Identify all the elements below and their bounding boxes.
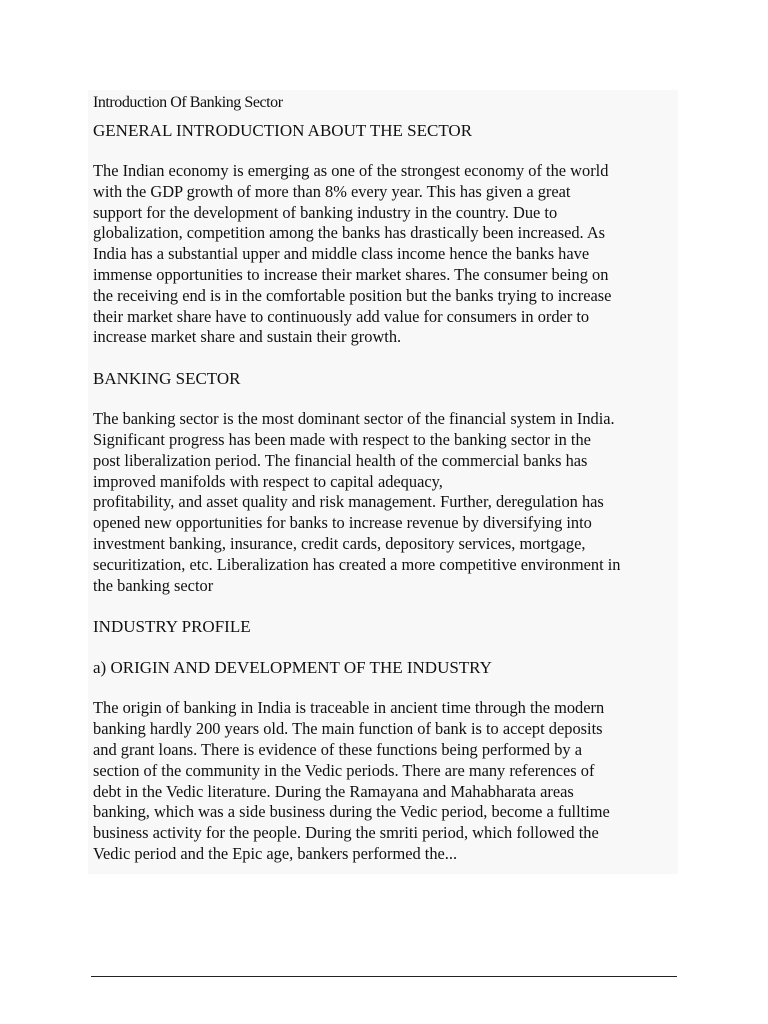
document-title: Introduction Of Banking Sector: [93, 94, 283, 111]
text-line: support for the development of banking industry in the country. Due to: [93, 202, 558, 222]
paragraph-banking-sector: [93, 409, 683, 596]
text-line: Significant progress has been made with respect to the banking sector in the: [93, 429, 591, 449]
text-line: section of the community in the Vedic periods. There are many references of: [93, 760, 595, 780]
text-line: India has a substantial upper and middle class income hence the banks have: [93, 244, 590, 264]
document-body: [93, 93, 683, 885]
text-line: The Indian economy is emerging as one of the strongest economy of the world: [93, 161, 609, 180]
paragraph-origin-development: [93, 698, 683, 864]
text-line: investment banking, insurance, credit cards, depository services, mortgage,: [93, 533, 586, 553]
text-line: profitability, and asset quality and risk management. Further, deregulation has: [93, 492, 604, 512]
text-line: opened new opportunities for banks to increase revenue by diversifying into: [93, 513, 592, 533]
text-line: banking hardly 200 years old. The main function of bank is to accept deposits: [93, 719, 603, 739]
text-line: banking, which was a side business during the Vedic period, become a fulltime: [93, 802, 610, 822]
text-line: and grant loans. There is evidence of these functions being performed by a: [93, 739, 582, 759]
text-line: securitization, etc. Liberalization has created a more competitive environment in: [93, 554, 621, 574]
text-line: The origin of banking in India is traceable in ancient time through the modern: [93, 698, 605, 718]
text-line: Vedic period and the Epic age, bankers performed the...: [93, 843, 458, 863]
paragraph-general-introduction: [93, 161, 683, 348]
text-line: their market share have to continuously add value for consumers in order to: [93, 306, 590, 326]
text-line: debt in the Vedic literature. During the Ramayana and Mahabharata areas: [93, 781, 574, 801]
text-line: business activity for the people. During the smriti period, which followed the: [93, 823, 599, 843]
text-line: post liberalization period. The financial health of the commercial banks has: [93, 450, 588, 470]
section-heading-industry-profile: INDUSTRY PROFILE: [93, 617, 251, 637]
section-heading-general-introduction: GENERAL INTRODUCTION ABOUT THE SECTOR: [93, 121, 473, 140]
section-heading-banking-sector: BANKING SECTOR: [93, 369, 241, 389]
text-line: with the GDP growth of more than 8% every year. This has given a great: [93, 181, 571, 201]
text-line: The banking sector is the most dominant sector of the financial system in India.: [93, 409, 615, 429]
text-line: improved manifolds with respect to capital adequacy,: [93, 471, 443, 491]
text-line: immense opportunities to increase their market shares. The consumer being on: [93, 264, 609, 284]
text-line: globalization, competition among the banks has drastically been increased. As: [93, 223, 606, 243]
footer-divider: [91, 976, 677, 977]
text-line: increase market share and sustain their growth.: [93, 327, 402, 347]
text-line: the banking sector: [93, 575, 214, 595]
section-heading-origin-development: a) ORIGIN AND DEVELOPMENT OF THE INDUSTRY: [93, 658, 492, 678]
text-line: the receiving end is in the comfortable position but the banks trying to increase: [93, 285, 612, 305]
